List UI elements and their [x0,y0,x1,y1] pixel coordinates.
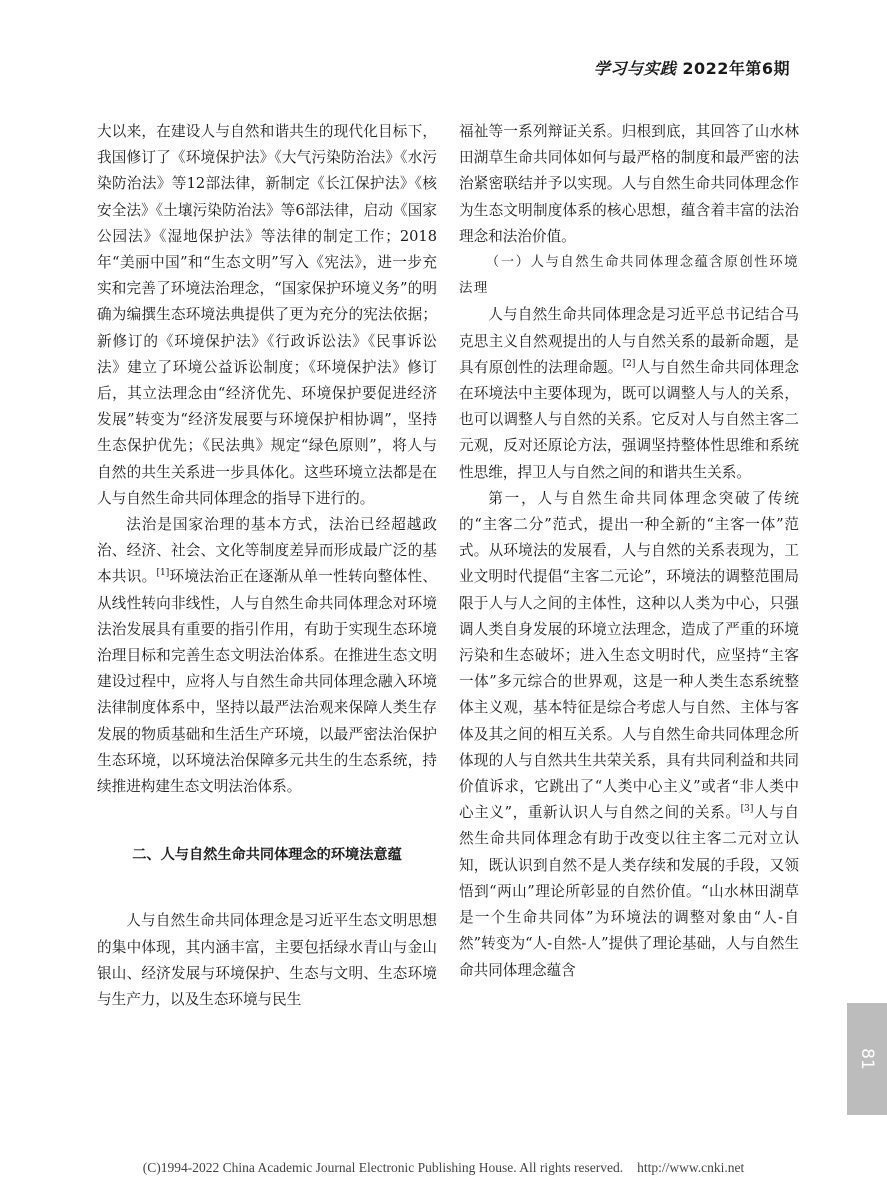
paragraph-text: 第一，人与自然生命共同体理念突破了传统的“主客二分”范式，提出一种全新的“主客一体”范式。从环境法的发展看，人与自然的关系表现为，工业文明时代提倡“主客二元论”，环境法的调整范围局限于人与人之间的主体性，这种以人类为中心，只强调人类自身发展的环境立法理念，造成了严重的环境污染和生态破坏；进入生态文明时代，应坚持“主客一体”多元综合的世界观，这是一种人类生态系统整体主义观，基本特征是综合考虑人与自然、主体与客体及其之间的相互关系。人与自然生命共同体理念所体现的人与自然共生共荣关系，具有共同利益和共同价值诉求，它跳出了“人类中心主义”或者“非人类中心主义”，重新认识人与自然之间的关系。 [459,489,799,822]
page-number: 81 [856,1048,877,1070]
paragraph: 福祉等一系列辩证关系。归根到底，其回答了山水林田湖草生命共同体如何与最严格的制度和最严密的法治紧密联结并予以实现。人与自然生命共同体理念作为生态文明制度体系的核心思想，蕴含着丰富的法治理念和法治价值。 [459,123,799,245]
paragraph-text: 人与自然生命共同体理念在环境法中主要体现为，既可以调整人与人的关系，也可以调整人与自然的关系。它反对人与自然主客二元观，反对还原论方法，强调坚持整体性思维和系统性思维，捍卫人与自然之间的和谐共生关系。 [459,358,799,481]
copyright-footer [0,1160,887,1176]
paragraph-text: 环境法治正在逐渐从单一性转向整体性、从线性转向非线性，人与自然生命共同体理念对环境法治发展具有重要的指引作用，有助于实现生态环境治理目标和完善生态文明法治体系。在推进生态文明建设过程中，应将人与自然生命共同体理念融入环境法律制度体系中，坚持以最严法治观来保障人类生存发展的物质基础和生活生产环境，以最严密法治保护生态环境，以环境法治保障多元共生的生态系统，持续推进构建生态文明法治体系。 [97,568,437,796]
paragraph: 大以来，在建设人与自然和谐共生的现代化目标下，我国修订了《环境保护法》《大气污染防治法》《水污染防治法》等12部法律，新制定《长江保护法》《核安全法》《土壤污染防治法》等6部法律，启动《国家公园法》《湿地保护法》等法律的制定工作；2018年“美丽中国”和“生态文明”写入《宪法》，进一步充实和完善了环境法治理念，“国家保护环境义务”的明确为编撰生态环境法典提供了更为充分的宪法依据；新修订的《环境保护法》《行政诉讼法》《民事诉讼法》建立了环境公益诉讼制度；《环境保护法》修订后，其立法理念由“经济优先、环境保护要促进经济发展”转变为“经济发展要与环境保护相协调”，坚持生态保护优先；《民法典》规定“绿色原则”，将人与自然的共生关系进一步具体化。这些环境立法都是在人与自然生命共同体理念的指导下进行的。 [97,123,437,507]
footer-url[interactable]: http://www.cnki.net [637,1160,745,1175]
running-header [594,56,790,79]
paragraph [459,302,799,485]
citation-marker: [3] [740,804,754,815]
right-column [459,119,799,984]
subsection-heading: （一）人与自然生命共同体理念蕴含原创性环境法理 [459,255,799,297]
paragraph: 人与自然生命共同体理念是习近平生态文明思想的集中体现，其内涵丰富，主要包括绿水青山与金山银山、经济发展与环境保护、生态与文明、生态环境与生产力，以及生态环境与民生 [97,912,437,1009]
paragraph-text: 人与自然生命共同体理念有助于改变以往主客二元对立认知，既认识到自然不是人类存续和发展的手段，又领悟到“两山”理论所彰显的自然价值。“山水林田湖草是一个生命共同体”为环境法的调整对象由“人-自然”转变为“人-自然-人”提供了理论基础，人与自然生命共同体理念蕴含 [459,804,799,979]
issue-number: 2022年第6期 [682,59,790,78]
left-column [97,119,437,1013]
section-heading: 二、人与自然生命共同体理念的环境法意蕴 [132,847,402,864]
paragraph [459,486,799,984]
paragraph-text: 人与自然生命共同体理念是习近平总书记结合马克思主义自然观提出的人与自然关系的最新命题，是具有原创性的法理命题。 [459,306,799,376]
copyright-text: (C)1994-2022 China Academic Journal Electronic Publishing House. All rights reserved. [142,1160,624,1175]
journal-title: 学习与实践 [593,59,677,78]
paragraph [97,512,437,800]
page-number-tab [847,1003,887,1115]
citation-marker: [2] [622,358,636,369]
citation-marker: [1] [156,568,170,579]
paragraph-text: 法治是国家治理的基本方式，法治已经超越政治、经济、社会、文化等制度差异而形成最广泛的基本共识。 [97,516,437,586]
